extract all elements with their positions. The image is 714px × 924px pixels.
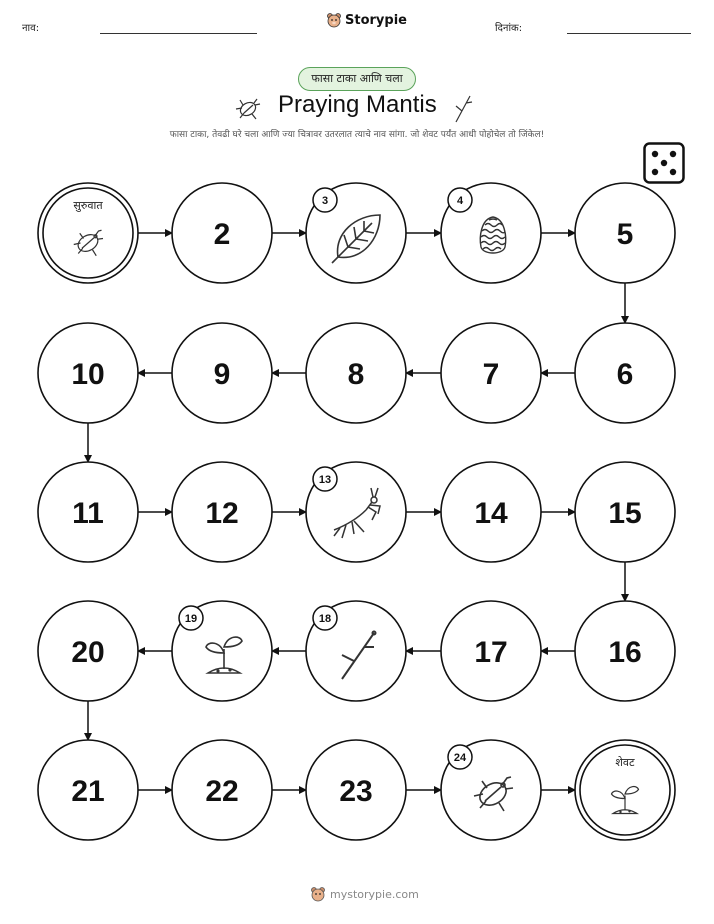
- space-number: 2: [213, 218, 231, 251]
- board-space-13[interactable]: [306, 462, 406, 562]
- board-space-11[interactable]: [38, 462, 138, 562]
- board-space-16[interactable]: [575, 601, 675, 701]
- board-space-19[interactable]: [172, 601, 272, 701]
- board-space-20[interactable]: [38, 601, 138, 701]
- space-number: 8: [347, 358, 365, 391]
- bear-mascot-icon: [310, 886, 326, 902]
- space-number: 12: [205, 497, 239, 530]
- board-space-18[interactable]: [306, 601, 406, 701]
- space-number: 15: [608, 497, 642, 530]
- footer: [310, 886, 419, 902]
- board-space-21[interactable]: [38, 740, 138, 840]
- space-number: 21: [71, 775, 105, 808]
- name-label: नाव:: [22, 23, 40, 34]
- footer-url: mystorypie.com: [330, 887, 419, 901]
- space-number: 22: [205, 775, 239, 808]
- board-space-8[interactable]: [306, 323, 406, 423]
- space-label: शेवट: [615, 756, 635, 769]
- space-number: 11: [72, 497, 104, 530]
- space-number: 23: [339, 775, 373, 808]
- brand-name: Storypie: [345, 12, 407, 28]
- space-number: 19: [184, 613, 198, 625]
- space-number: 3: [321, 195, 329, 207]
- space-number: 9: [213, 358, 231, 391]
- board-space-10[interactable]: [38, 323, 138, 423]
- board-space-14[interactable]: [441, 462, 541, 562]
- space-number: 6: [616, 358, 634, 391]
- space-number: 7: [482, 358, 500, 391]
- board-space-15[interactable]: [575, 462, 675, 562]
- space-number: 14: [474, 497, 508, 530]
- board-space-12[interactable]: [172, 462, 272, 562]
- board-space-2[interactable]: [172, 183, 272, 283]
- space-number: 5: [616, 218, 634, 251]
- space-number: 13: [318, 474, 332, 486]
- space-number: 16: [608, 636, 642, 669]
- board-space-22[interactable]: [172, 740, 272, 840]
- space-number: 10: [71, 358, 105, 391]
- board-space-3[interactable]: [306, 183, 406, 283]
- board-spaces: [38, 183, 675, 840]
- board-space-24[interactable]: [441, 740, 541, 840]
- space-number: 18: [318, 613, 332, 625]
- space-label: सुरुवात: [73, 199, 103, 212]
- board-space-6[interactable]: [575, 323, 675, 423]
- game-instructions: फासा टाका, तेवढी घरे चला आणि ज्या चित्रावर उतरलात त्याचे नाव सांगा. जो शेवट पर्यंत आधी पोहोचेल तो जिंकेल!: [169, 130, 545, 140]
- board-space-5[interactable]: [575, 183, 675, 283]
- game-title: Praying Mantis: [278, 91, 437, 118]
- date-label: दिनांक:: [495, 23, 523, 34]
- board-space-4[interactable]: [441, 183, 541, 283]
- board-space-17[interactable]: [441, 601, 541, 701]
- space-circle: [575, 740, 675, 840]
- board-space-9[interactable]: [172, 323, 272, 423]
- space-number: 24: [453, 752, 467, 764]
- board-space-25[interactable]: [575, 740, 675, 840]
- space-number: 4: [456, 195, 464, 207]
- board-space-7[interactable]: [441, 323, 541, 423]
- game-badge: फासा टाका आणि चला: [298, 67, 416, 91]
- space-number: 20: [71, 636, 105, 669]
- board-space-1[interactable]: [38, 183, 138, 283]
- space-circle: [38, 183, 138, 283]
- board-space-23[interactable]: [306, 740, 406, 840]
- space-number: 17: [474, 636, 508, 669]
